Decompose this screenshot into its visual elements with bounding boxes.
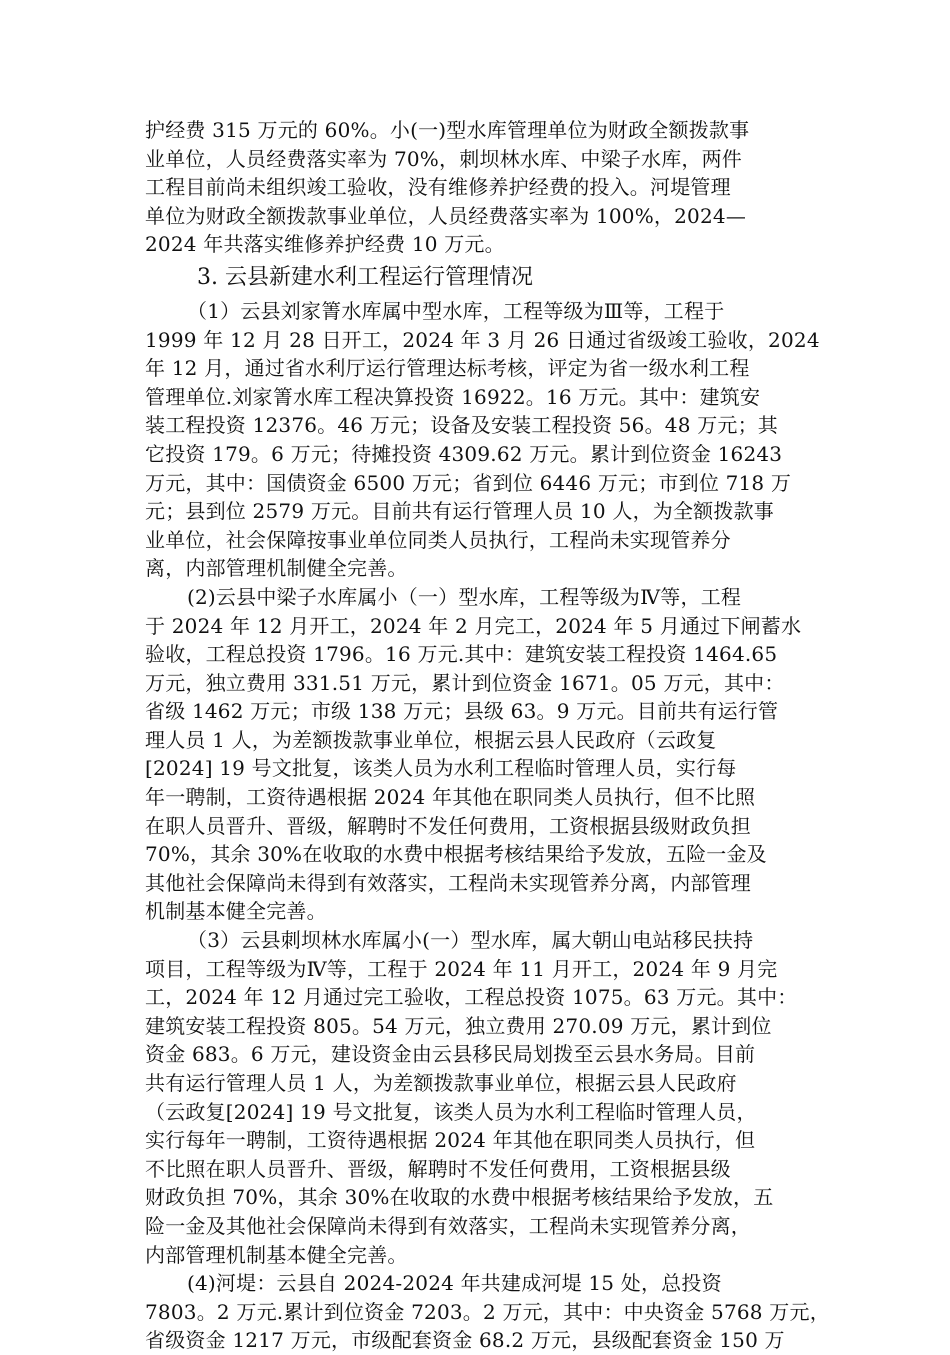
text-line: 2024 年共落实维修养护经费 10 万元。: [145, 232, 505, 257]
text-line: 于 2024 年 12 月开工，2024 年 2 月完工，2024 年 5 月通过下闸蓄水: [145, 613, 802, 638]
text-line: 省级 1462 万元；市级 138 万元；县级 63。9 万元。目前共有运行管: [145, 699, 779, 724]
text-line: 万元，其中：国债资金 6500 万元；省到位 6446 万元；市到位 718 万: [145, 470, 792, 495]
text-line: 护经费 315 万元的 60%。小(一)型水库管理单位为财政全额拨款事: [145, 118, 750, 142]
text-line: 业单位，社会保障按事业单位同类人员执行，工程尚未实现管养分: [145, 527, 731, 552]
text-line: 1999 年 12 月 28 日开工，2024 年 3 月 26 日通过省级竣工验收，2024: [145, 327, 820, 352]
text-line: 单位为财政全额拨款事业单位，人员经费落实率为 100%，2024—: [145, 203, 747, 228]
text-line: 万元，独立费用 331.51 万元，累计到位资金 1671。05 万元，其中：: [145, 670, 785, 695]
text-line: （3）云县刺坝林水库属小(一）型水库，属大朝山电站移民扶持: [187, 928, 754, 953]
text-line: 实行每年一聘制，工资待遇根据 2024 年其他在职同类人员执行，但: [145, 1128, 756, 1153]
text-line: 工程目前尚未组织竣工验收，没有维修养护经费的投入。河堤管理: [145, 175, 731, 200]
text-line: 内部管理机制基本健全完善。: [145, 1242, 408, 1267]
text-line: [2024] 19 号文批复，该类人员为水利工程临时管理人员，实行每: [145, 756, 737, 781]
text-line: （1）云县刘家箐水库属中型水库，工程等级为Ⅲ等，工程于: [187, 298, 725, 323]
text-line: 建筑安装工程投资 805。54 万元，独立费用 270.09 万元，累计到位: [145, 1013, 772, 1038]
document-page: [145, 116, 830, 1355]
text-line: 资金 683。6 万元，建设资金由云县移民局划拨至云县水务局。目前: [145, 1042, 756, 1067]
text-line: 机制基本健全完善。: [145, 899, 327, 924]
text-line: 它投资 179。6 万元；待摊投资 4309.62 万元。累计到位资金 16243: [145, 441, 783, 466]
text-line: 70%，其余 30%在收取的水费中根据考核结果给予发放，五险一金及: [145, 842, 767, 867]
text-line: 项目，工程等级为Ⅳ等，工程于 2024 年 11 月开工，2024 年 9 月完: [145, 956, 778, 981]
text-line: 理人员 1 人，为差额拨款事业单位，根据云县人民政府（云政复: [145, 727, 717, 752]
text-line: 装工程投资 12376。46 万元；设备及安装工程投资 56。48 万元；其: [145, 413, 778, 438]
text-line: 年一聘制，工资待遇根据 2024 年其他在职同类人员执行，但不比照: [145, 785, 756, 810]
text-line: 7803。2 万元.累计到位资金 7203。2 万元，其中：中央资金 5768 万元，: [145, 1299, 830, 1324]
text-line: 财政负担 70%，其余 30%在收取的水费中根据考核结果给予发放，五: [145, 1185, 774, 1210]
intro-paragraph: [145, 116, 810, 259]
text-line: 管理单位.刘家箐水库工程决算投资 16922。16 万元。其中：建筑安: [145, 384, 761, 409]
text-line: 在职人员晋升、晋级，解聘时不发任何费用，工资根据县级财政负担: [145, 813, 751, 838]
text-line: (2)云县中梁子水库属小（一）型水库，工程等级为Ⅳ等，工程: [187, 584, 742, 609]
section-heading: 3. 云县新建水利工程运行管理情况: [197, 264, 533, 290]
paragraph-river-embankment: [145, 1269, 830, 1355]
text-line: 省级资金 1217 万元，市级配套资金 68.2 万元，县级配套资金 150 万: [145, 1328, 785, 1353]
text-line: 其他社会保障尚未得到有效落实，工程尚未实现管养分离，内部管理: [145, 870, 751, 895]
text-line: 工，2024 年 12 月通过完工验收，工程总投资 1075。63 万元。其中：: [145, 985, 798, 1010]
text-line: 不比照在职人员晋升、晋级，解聘时不发任何费用，工资根据县级: [145, 1156, 731, 1181]
text-line: 验收，工程总投资 1796。16 万元.其中：建筑安装工程投资 1464.65: [145, 642, 778, 667]
paragraph-zhongliangzi-reservoir: [145, 583, 810, 926]
text-line: 业单位，人员经费落实率为 70%，刺坝林水库、中梁子水库，两件: [145, 146, 743, 171]
text-line: 年 12 月，通过省水利厅运行管理达标考核，评定为省一级水利工程: [145, 356, 750, 381]
text-line: 共有运行管理人员 1 人，为差额拨款事业单位，根据云县人民政府: [145, 1071, 737, 1095]
paragraph-liujiaqing-reservoir: [145, 297, 820, 583]
paragraph-cibalin-reservoir: [145, 926, 810, 1269]
text-line: （云政复[2024] 19 号文批复，该类人员为水利工程临时管理人员，: [145, 1099, 757, 1124]
text-line: 元；县到位 2579 万元。目前共有运行管理人员 10 人，为全额拨款事: [145, 499, 774, 524]
text-line: 离，内部管理机制健全完善。: [145, 556, 408, 581]
text-line: (4)河堤：云县自 2024-2024 年共建成河堤 15 处，总投资: [187, 1271, 722, 1296]
text-line: 险一金及其他社会保障尚未得到有效落实，工程尚未实现管养分离，: [145, 1213, 751, 1238]
